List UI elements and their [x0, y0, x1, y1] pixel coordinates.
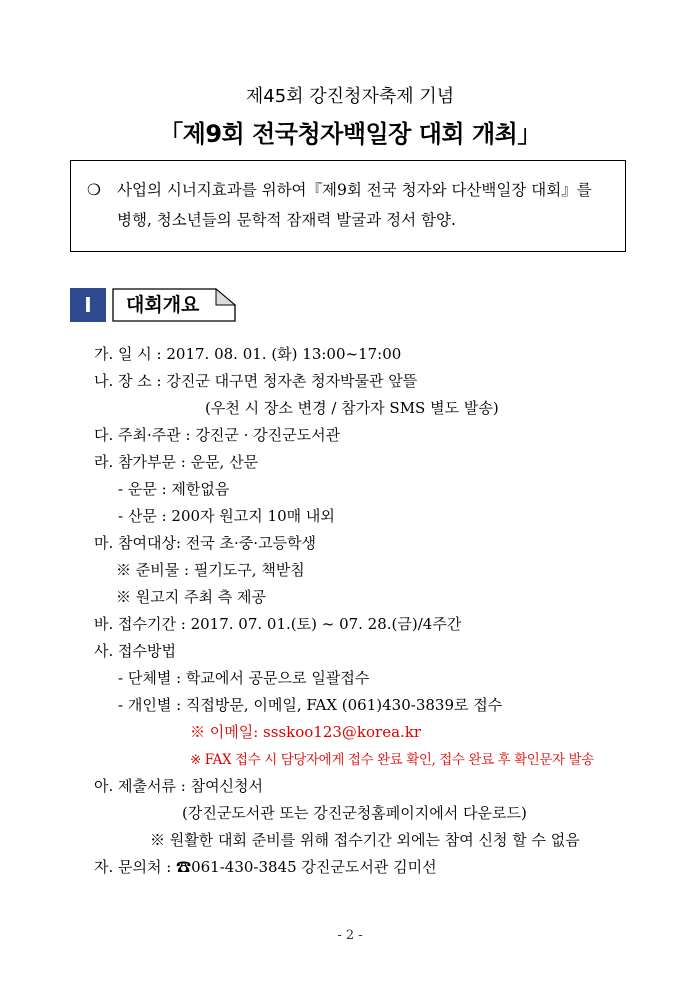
- section-label: 대회개요: [126, 294, 200, 316]
- section-tab: [112, 288, 236, 322]
- item-category-verse: - 운문 : 제한없음: [118, 480, 230, 498]
- document-subtitle: 제45회 강진청자축제 기념: [245, 86, 455, 107]
- summary-text-1: 사업의 시너지효과를 위하여『제9회 전국 청자와 다산백일장 대회』를: [117, 181, 592, 199]
- item-category-prose: - 산문 : 200자 원고지 10매 내외: [118, 507, 335, 525]
- summary-box: [70, 160, 626, 252]
- item-date: 가. 일 시 : 2017. 08. 01. (화) 13:00~17:00: [94, 345, 402, 363]
- item-method: 사. 접수방법: [94, 642, 176, 660]
- item-fax-note: ※ FAX 접수 시 담당자에게 접수 완료 확인, 접수 완료 후 확인문자 발송: [190, 752, 594, 768]
- item-documents-note: (강진군도서관 또는 강진군청홈페이지에서 다운로드): [182, 804, 527, 822]
- item-place-note: (우천 시 장소 변경 / 참가자 SMS 별도 발송): [205, 399, 499, 417]
- item-email-note: ※ 이메일: ssskoo123@korea.kr: [190, 723, 422, 741]
- item-period: 바. 접수기간 : 2017. 07. 01.(토) ~ 07. 28.(금)/4주간: [94, 615, 462, 633]
- item-place: 나. 장 소 : 강진군 대구면 청자촌 청자박물관 앞뜰: [94, 372, 418, 390]
- item-paper-note: ※ 원고지 주최 측 제공: [116, 588, 266, 606]
- document-title: 「제9회 전국청자백일장 대회 개최」: [159, 120, 541, 148]
- item-method-individual: - 개인별 : 직접방문, 이메일, FAX (061)430-3839로 접수: [118, 696, 503, 714]
- item-application-note: ※ 원활한 대회 준비를 위해 접수기간 외에는 참여 신청 할 수 없음: [150, 831, 580, 849]
- summary-line-1: [87, 175, 609, 205]
- summary-line-2: 병행, 청소년들의 문학적 잠재력 발굴과 정서 함양.: [117, 211, 456, 229]
- item-category: 라. 참가부문 : 운문, 산문: [94, 453, 259, 471]
- item-contact: 자. 문의처 : ☎061-430-3845 강진군도서관 김미선: [94, 858, 437, 876]
- item-documents: 아. 제출서류 : 참여신청서: [94, 777, 264, 795]
- item-supplies: ※ 준비물 : 필기도구, 책받침: [116, 561, 305, 579]
- page-number: - 2 -: [337, 928, 363, 943]
- item-method-group: - 단체별 : 학교에서 공문으로 일괄접수: [118, 669, 370, 687]
- item-target: 마. 참여대상: 전국 초·중·고등학생: [94, 534, 317, 552]
- item-host: 다. 주최·주관 : 강진군 · 강진군도서관: [94, 426, 341, 444]
- bullet-icon: ❍: [87, 181, 101, 199]
- section-number: Ⅰ: [70, 288, 106, 322]
